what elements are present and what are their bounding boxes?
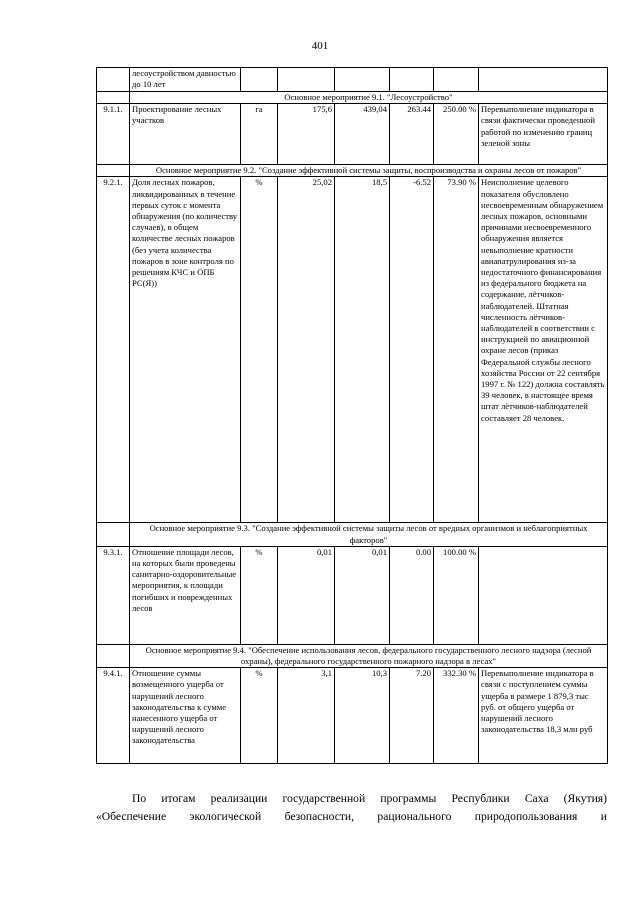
cell-deviation: 7.20 — [390, 668, 434, 764]
cell-fact: 10,3 — [335, 668, 390, 764]
page-number: 401 — [311, 40, 329, 52]
cell-fact: 439,04 — [335, 104, 390, 165]
cell-unit: % — [241, 546, 278, 644]
closing-paragraph — [96, 790, 607, 826]
cell-percent: 100.00 % — [434, 546, 479, 644]
cell-fact: 0,01 — [335, 546, 390, 644]
cell-unit: га — [241, 104, 278, 165]
cell-deviation: 263.44 — [390, 104, 434, 165]
section-title: Основное мероприятие 9.1. "Лесоустройство" — [130, 92, 608, 104]
cell-percent: 73.90 % — [434, 177, 479, 523]
cell-name: Доля лесных пожаров, ликвидированных в течение первых суток с момента обнаружения (по количеству случаев), в общем количестве лесных пожаров (без учета количества пожаров в зоне контроля по решениям КЧС и ОПБ РС(Я)) — [130, 177, 241, 523]
section-row — [97, 644, 608, 667]
section-row — [97, 92, 608, 104]
cell-plan: 25,02 — [278, 177, 335, 523]
table-row — [97, 68, 608, 92]
cell-num: 9.4.1. — [97, 668, 130, 764]
closing-line-1: По итогам реализации государственной программы Республики Саха (Якутия) — [132, 792, 607, 805]
table-row — [97, 177, 608, 523]
closing-line-2: «Обеспечение экологической безопасности, рационального природопользования и — [96, 810, 607, 823]
table-row — [97, 104, 608, 165]
cell-note: Неисполнение целевого показателя обусловлено несвоевременным обнаружением лесных пожаров, основными причинами несвоевременного обнаружения является невыполнение кратности авиапатрулирования из-за недостаточного финансирования из федерального бюджета на содержание, лётчиков-наблюдателей. Штатная численность лётчиков-наблюдателей в соответствии с инструкцией по авиационной охране лесов (приказ Федеральной службы лесного хозяйства России от 22 сентября 1997 г. № 122) должна составлять 39 человек, в настоящее время штат лётчиков-наблюдателей составляет 28 человек. — [479, 177, 608, 523]
cell-note — [479, 546, 608, 644]
cell-num: 9.1.1. — [97, 104, 130, 165]
cell-name: Проектирование лесных участков — [130, 104, 241, 165]
cell-name: Отношение суммы возмещенного ущерба от нарушений лесного законодательства к сумме нанесенного ущерба от нарушений лесного законодательства — [130, 668, 241, 764]
cell-unit: % — [241, 177, 278, 523]
cell-note: Перевыполнение индикатора в связи с поступлением суммы ущерба в размере 1 879,3 тыс руб. от общего ущерба от нарушений лесного законодательства 18,3 млн руб — [479, 668, 608, 764]
cell-plan: 3,1 — [278, 668, 335, 764]
cell-deviation: 0.00 — [390, 546, 434, 644]
cell-num — [97, 68, 130, 92]
cell-deviation: -6.52 — [390, 177, 434, 523]
section-title: Основное мероприятие 9.3. "Создание эффективной системы защиты лесов от вредных организмов и неблагоприятных факторов" — [130, 523, 608, 546]
section-row — [97, 523, 608, 546]
table-row — [97, 546, 608, 644]
cell-num: 9.3.1. — [97, 546, 130, 644]
cell-name: лесоустройством давностью до 10 лет — [130, 68, 241, 92]
section-title: Основное мероприятие 9.2. "Создание эффективной системы защиты, воспроизводства и охраны лесов от пожаров" — [130, 165, 608, 177]
cell-name: Отношение площади лесов, на которых были проведены санитарно-оздоровительные мероприятия, к площади погибших и поврежденных лесов — [130, 546, 241, 644]
cell-fact: 18,5 — [335, 177, 390, 523]
table-row — [97, 668, 608, 764]
cell-plan: 0,01 — [278, 546, 335, 644]
cell-percent: 250.00 % — [434, 104, 479, 165]
cell-num: 9.2.1. — [97, 177, 130, 523]
section-title: Основное мероприятие 9.4. "Обеспечение использования лесов, федерального государственного лесного надзора (лесной охраны), федерального государственного пожарного надзора в лесах" — [130, 644, 608, 667]
cell-plan: 175,6 — [278, 104, 335, 165]
section-row — [97, 165, 608, 177]
cell-unit: % — [241, 668, 278, 764]
cell-note: Перевыполнение индикатора в связи фактически проведенной работой по изменению границ зеленой зоны — [479, 104, 608, 165]
indicator-table — [96, 67, 608, 764]
cell-percent: 332.30 % — [434, 668, 479, 764]
